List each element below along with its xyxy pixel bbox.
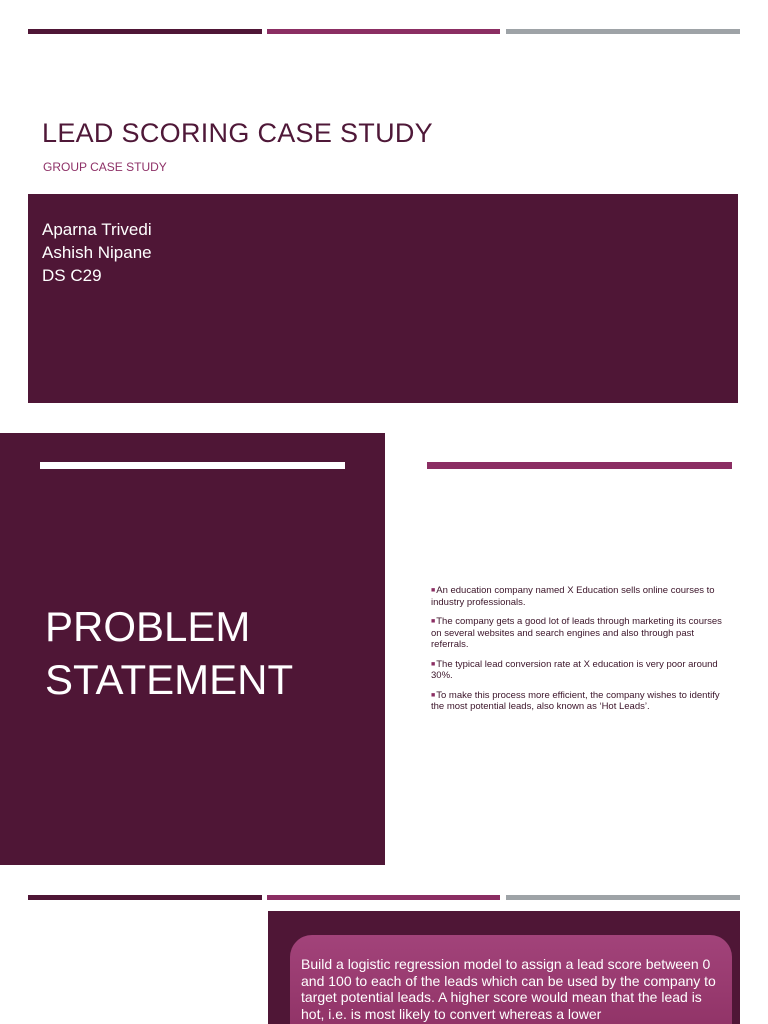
top-bar-grey <box>506 895 740 900</box>
title-line: STATEMENT <box>45 656 294 703</box>
goal-text: Build a logistic regression model to assign a lead score between 0 and 100 to each of the leads which can be used by the company to target potential leads. A higher score would mean that the lead is hot, i.e. is most likely to convert whereas a lower <box>301 956 716 1023</box>
top-bar-dark <box>28 895 262 900</box>
title-line: PROBLEM <box>45 603 251 650</box>
top-bar-grey <box>506 29 740 34</box>
top-bar-magenta <box>267 29 500 34</box>
top-bar-dark <box>28 29 262 34</box>
accent-bar <box>427 462 732 469</box>
author-name: Ashish Nipane <box>42 243 152 262</box>
bullet-item: ■The company gets a good lot of leads through marketing its courses on several websites and search engines and also through past referrals. <box>431 616 722 650</box>
problem-statement-panel <box>0 433 385 865</box>
goal-panel <box>268 911 740 1024</box>
bullet-item: ■An education company named X Education sells online courses to industry professionals. <box>431 585 715 608</box>
bullet-square-icon: ■ <box>431 618 436 625</box>
top-bar-magenta <box>267 895 500 900</box>
slide1-subtitle: GROUP CASE STUDY <box>43 160 167 174</box>
panel-divider <box>40 462 345 469</box>
bullet-item: ■The typical lead conversion rate at X education is very poor around 30%. <box>431 658 718 681</box>
slide1-title: LEAD SCORING CASE STUDY <box>42 118 433 148</box>
author-name: Aparna Trivedi <box>42 220 152 239</box>
bullet-item: ■To make this process more efficient, the company wishes to identify the most potential leads, also known as ‘Hot Leads’. <box>431 689 720 712</box>
batch-label: DS C29 <box>42 266 102 285</box>
problem-statement-title <box>45 600 293 706</box>
author-panel <box>28 194 738 403</box>
bullet-square-icon: ■ <box>431 587 436 594</box>
bullet-square-icon: ■ <box>431 691 436 699</box>
problem-bullet-list <box>431 585 731 721</box>
goal-callout <box>290 935 732 1024</box>
bullet-square-icon: ■ <box>431 660 436 668</box>
author-list <box>42 218 152 287</box>
